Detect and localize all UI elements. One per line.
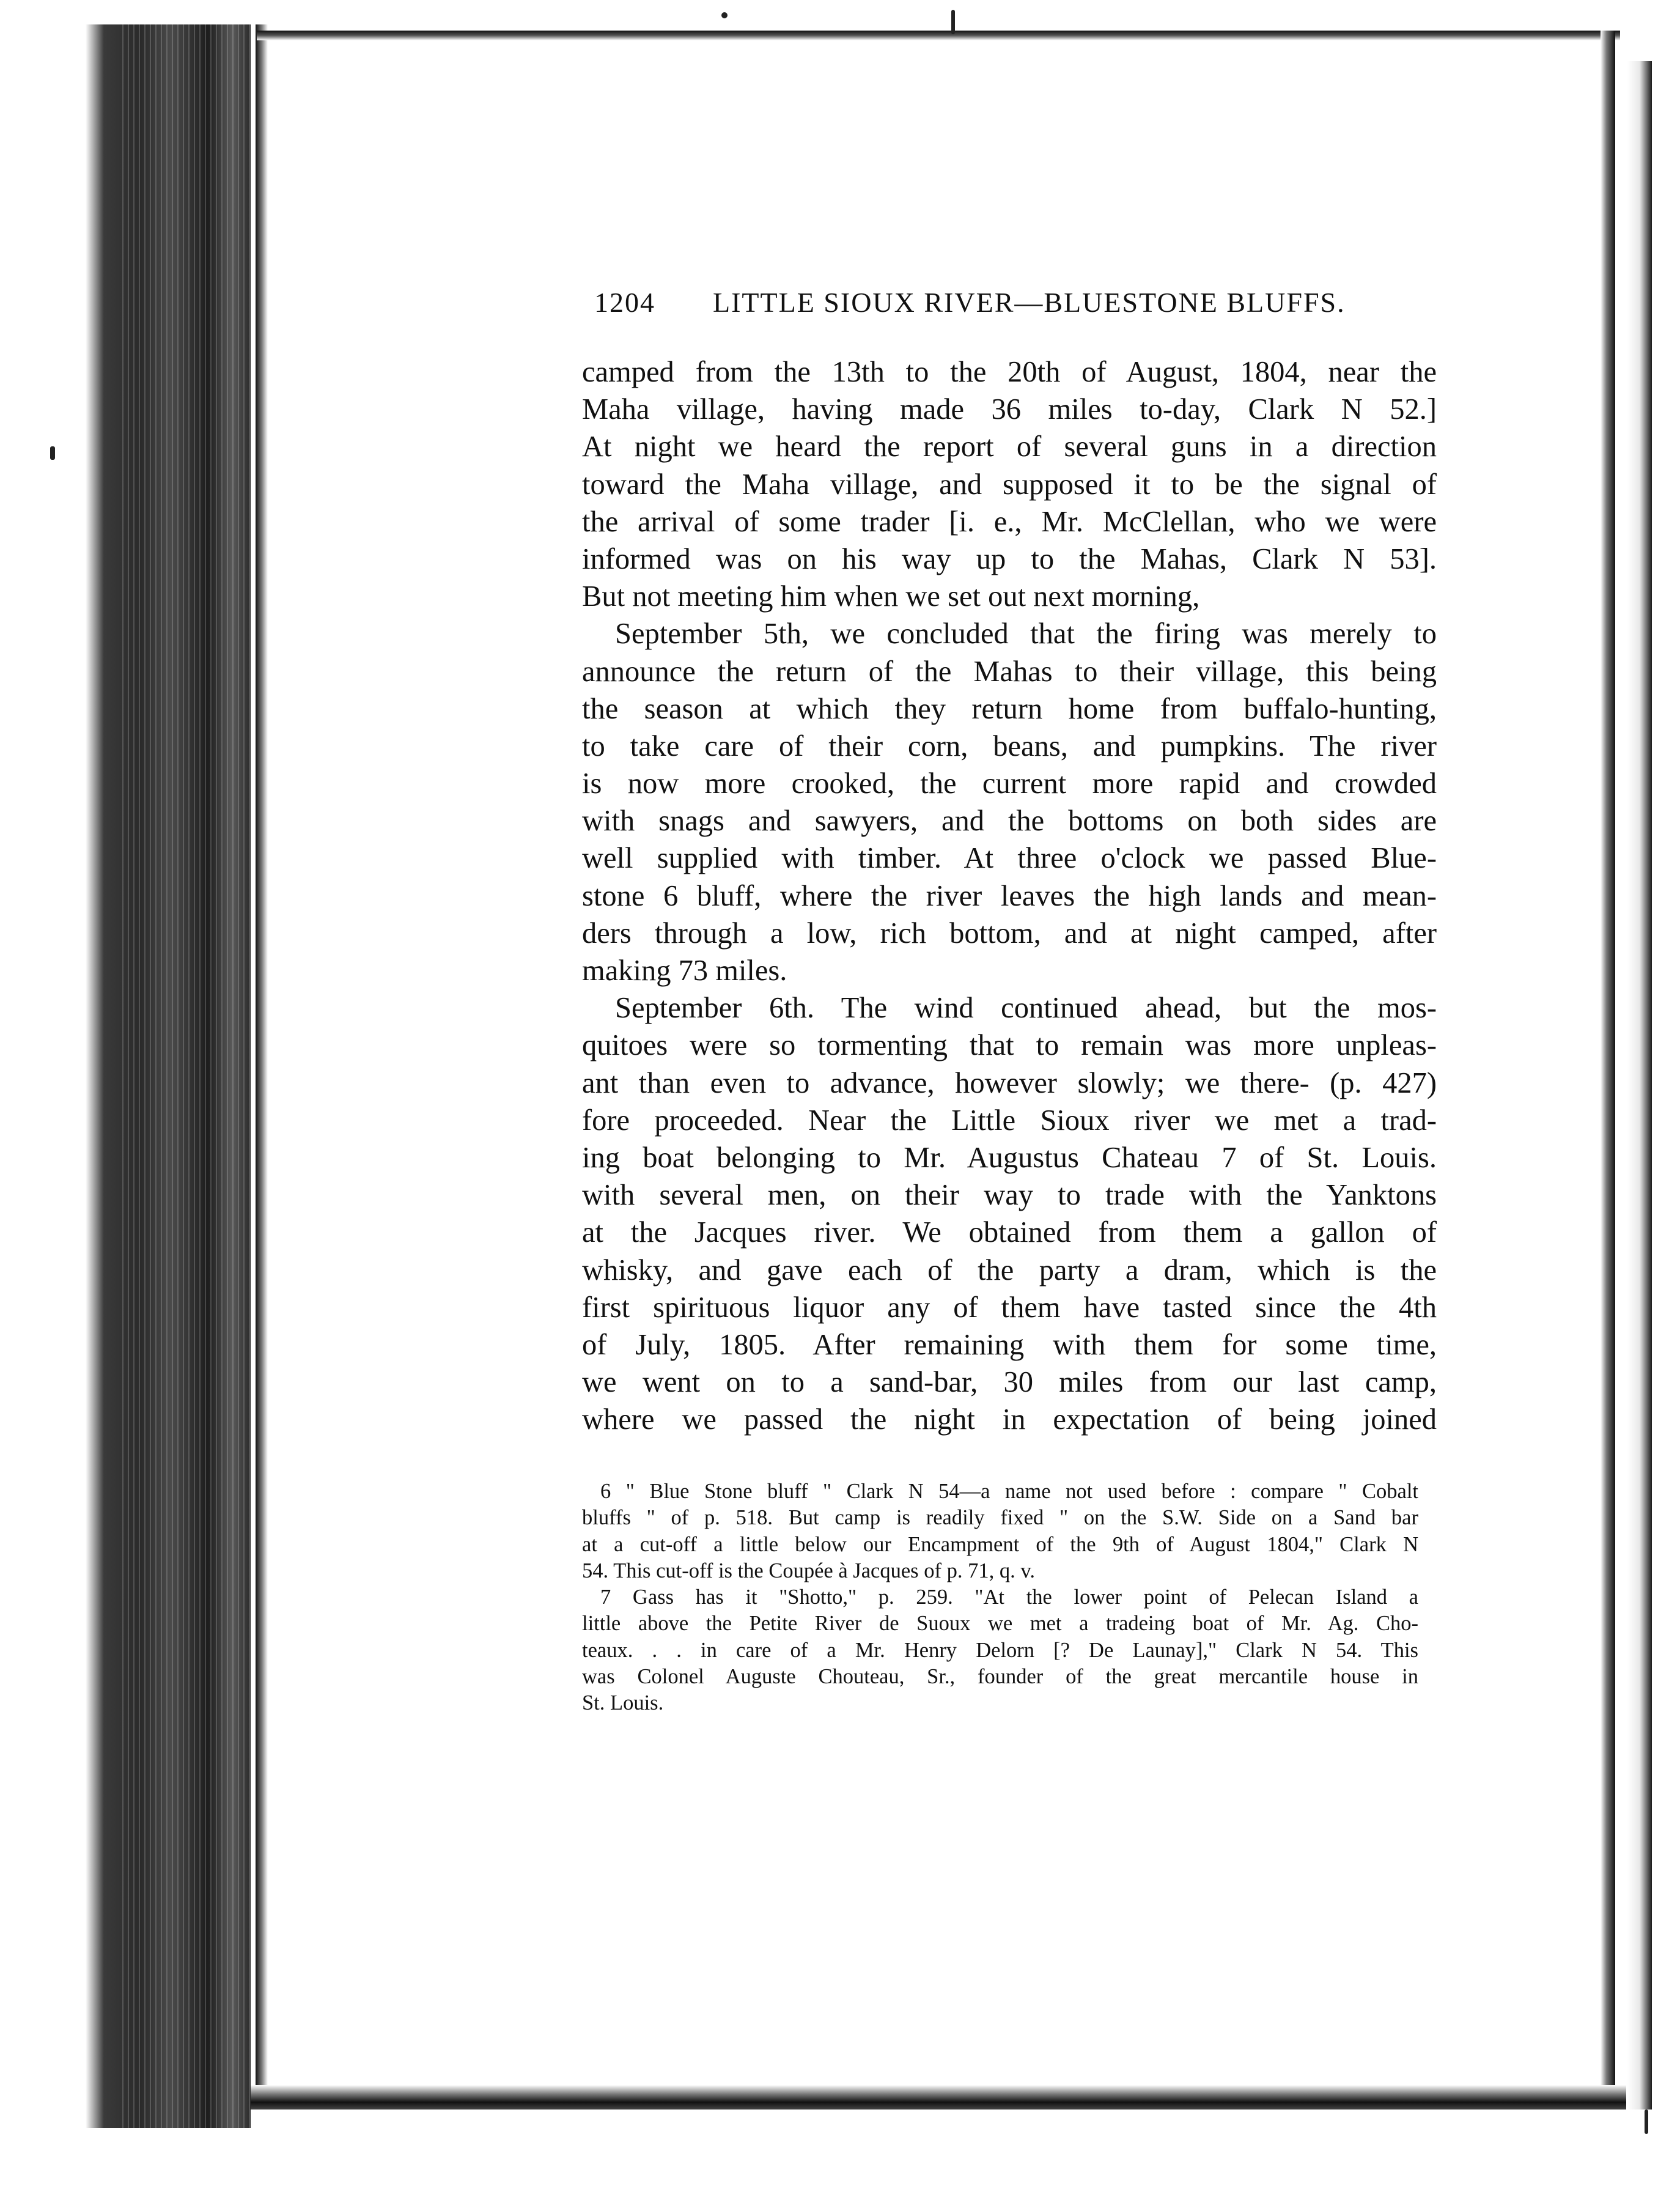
bottom-page-edge (251, 2085, 1626, 2109)
scan-speck (50, 446, 55, 460)
footnote-line: bluffs " of p. 518. But camp is readily fixed " on the S.W. Side on a Sand bar (582, 1506, 1418, 1530)
text-line: where we passed the night in expectation of being joined (582, 1403, 1437, 1436)
text-line: September 6th. The wind continued ahead, but the mos- (615, 992, 1437, 1025)
right-gutter-shadow (1601, 31, 1615, 2109)
text-line: toward the Maha village, and supposed it to be the signal of (582, 468, 1437, 501)
text-line: stone 6 bluff, where the river leaves the high lands and mean- (582, 879, 1437, 912)
text-line: whisky, and gave each of the party a dram, which is the (582, 1253, 1437, 1286)
footnote-line: 54. This cut-off is the Coupée à Jacques of p. 71, q. v. (582, 1559, 1035, 1582)
facing-page-strip (1615, 61, 1652, 2109)
running-title: LITTLE SIOUX RIVER—BLUESTONE BLUFFS. (713, 287, 1346, 318)
text-line: to take care of their corn, beans, and pumpkins. The river (582, 729, 1437, 762)
text-line: September 5th, we concluded that the firing was merely to (615, 618, 1437, 651)
text-line: Maha village, having made 36 miles to-day, Clark N 52.] (582, 393, 1437, 426)
footnote-line: St. Louis. (582, 1691, 664, 1715)
text-line: ant than even to advance, however slowly; we there- (p. 427) (582, 1066, 1437, 1099)
footnote-line: little above the Petite River de Suoux we met a tradeing boat of Mr. Ag. Cho- (582, 1612, 1418, 1636)
text-line: At night we heard the report of several guns in a direction (582, 430, 1437, 463)
footnote-line: 7 Gass has it "Shotto," p. 259. "At the lower point of Pelecan Island a (600, 1585, 1418, 1609)
text-line: camped from the 13th to the 20th of August, 1804, near the (582, 356, 1437, 388)
scan-speck (951, 10, 955, 34)
page-number: 1204 (594, 287, 655, 318)
footnote-line: at a cut-off a little below our Encampment of the 9th of August 1804," Clark N (582, 1532, 1418, 1556)
body-text (582, 353, 1437, 1438)
text-line: quitoes were so tormenting that to remain was more unpleas- (582, 1029, 1437, 1062)
running-head (594, 286, 1438, 323)
text-line: with snags and sawyers, and the bottoms on both sides are (582, 805, 1437, 838)
text-line: well supplied with timber. At three o'clock we passed Blue- (582, 842, 1437, 875)
left-page-shadow (256, 24, 268, 2103)
text-line: with several men, on their way to trade with the Yanktons (582, 1179, 1437, 1212)
text-line: first spirituous liquor any of them have tasted since the 4th (582, 1291, 1437, 1324)
page-stack-lines (122, 24, 257, 2128)
text-line: But not meeting him when we set out next morning, (582, 580, 1200, 613)
text-line: is now more crooked, the current more rapid and crowded (582, 767, 1437, 800)
text-line: informed was on his way up to the Mahas, Clark N 53]. (582, 542, 1437, 575)
scan-speck (721, 12, 728, 18)
text-line: the season at which they return home from buffalo-hunting, (582, 692, 1437, 725)
text-line: ing boat belonging to Mr. Augustus Chateau 7 of St. Louis. (582, 1141, 1437, 1174)
footnote-line: was Colonel Auguste Chouteau, Sr., founder of the great mercantile house in (582, 1665, 1418, 1689)
text-line: of July, 1805. After remaining with them for some time, (582, 1328, 1437, 1361)
text-line: announce the return of the Mahas to their village, this being (582, 655, 1437, 688)
text-line: making 73 miles. (582, 954, 787, 987)
scan-speck (1645, 2109, 1648, 2134)
text-line: at the Jacques river. We obtained from them a gallon of (582, 1216, 1437, 1249)
text-line: ders through a low, rich bottom, and at night camped, after (582, 917, 1437, 950)
top-page-edge (257, 31, 1620, 40)
footnote-line: 6 " Blue Stone bluff " Clark N 54—a name not used before : compare " Cobalt (600, 1480, 1418, 1503)
text-line: fore proceeded. Near the Little Sioux river we met a trad- (582, 1104, 1437, 1137)
text-line: the arrival of some trader [i. e., Mr. McClellan, who we were (582, 505, 1437, 538)
footnote-line: teaux. . . in care of a Mr. Henry Delorn [? De Launay]," Clark N 54. This (582, 1638, 1418, 1662)
footnotes (582, 1478, 1418, 1717)
text-line: we went on to a sand-bar, 30 miles from our last camp, (582, 1366, 1437, 1399)
